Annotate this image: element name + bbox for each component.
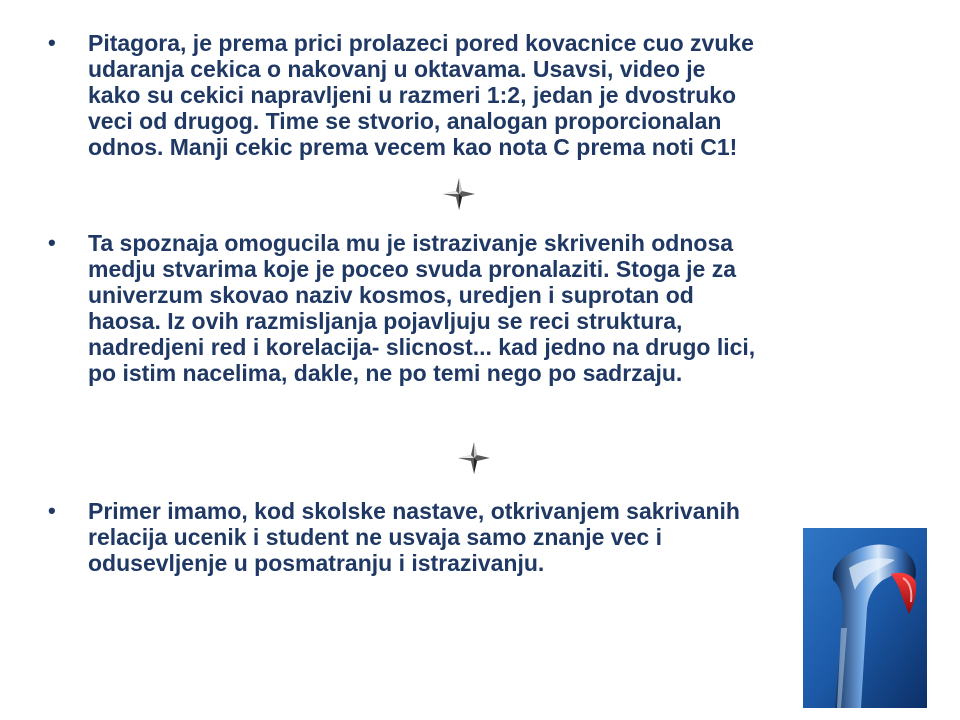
four-point-star-icon (456, 440, 492, 476)
bullet-item-kosmos (48, 230, 908, 400)
bullet-marker: • (48, 498, 56, 523)
bullet-marker: • (48, 230, 56, 255)
hammer-icon (803, 528, 927, 708)
four-point-star-icon (441, 176, 477, 212)
bullet-text: Ta spoznaja omogucila mu je istrazivanje skrivenih odnosa medju stvarima koje je poceo svuda pronalaziti. Stoga je za univerzum skovao naziv kosmos, uredjen i suprotan od haosa. Iz ovih razmisljanja pojavljuju se reci struktura, nadredjeni red i korelacija- slicnost... kad jedno na drugo lici, po istim nacelima, dakle, ne po temi nego po sadrzaju. (88, 230, 756, 386)
bullet-text: Primer imamo, kod skolske nastave, otkrivanjem sakrivanih relacija ucenik i student ne usvaja samo znanje vec i odusevljenje u posmatranju i istrazivanju. (88, 498, 740, 576)
bullet-item-pythagoras (48, 30, 908, 170)
bullet-marker: • (48, 30, 56, 55)
bullet-text: Pitagora, je prema prici prolazeci pored kovacnice cuo zvuke udaranja cekica o nakovanj u oktavama. Usavsi, video je kako su cekici napravljeni u razmeri 1:2, jedan je dvostruko veci od drugog. Time se stvorio, analogan proporcionalan odnos. Manji cekic prema vecem kao nota C prema noti C1! (88, 30, 754, 160)
bullet-item-school-example (48, 498, 908, 588)
